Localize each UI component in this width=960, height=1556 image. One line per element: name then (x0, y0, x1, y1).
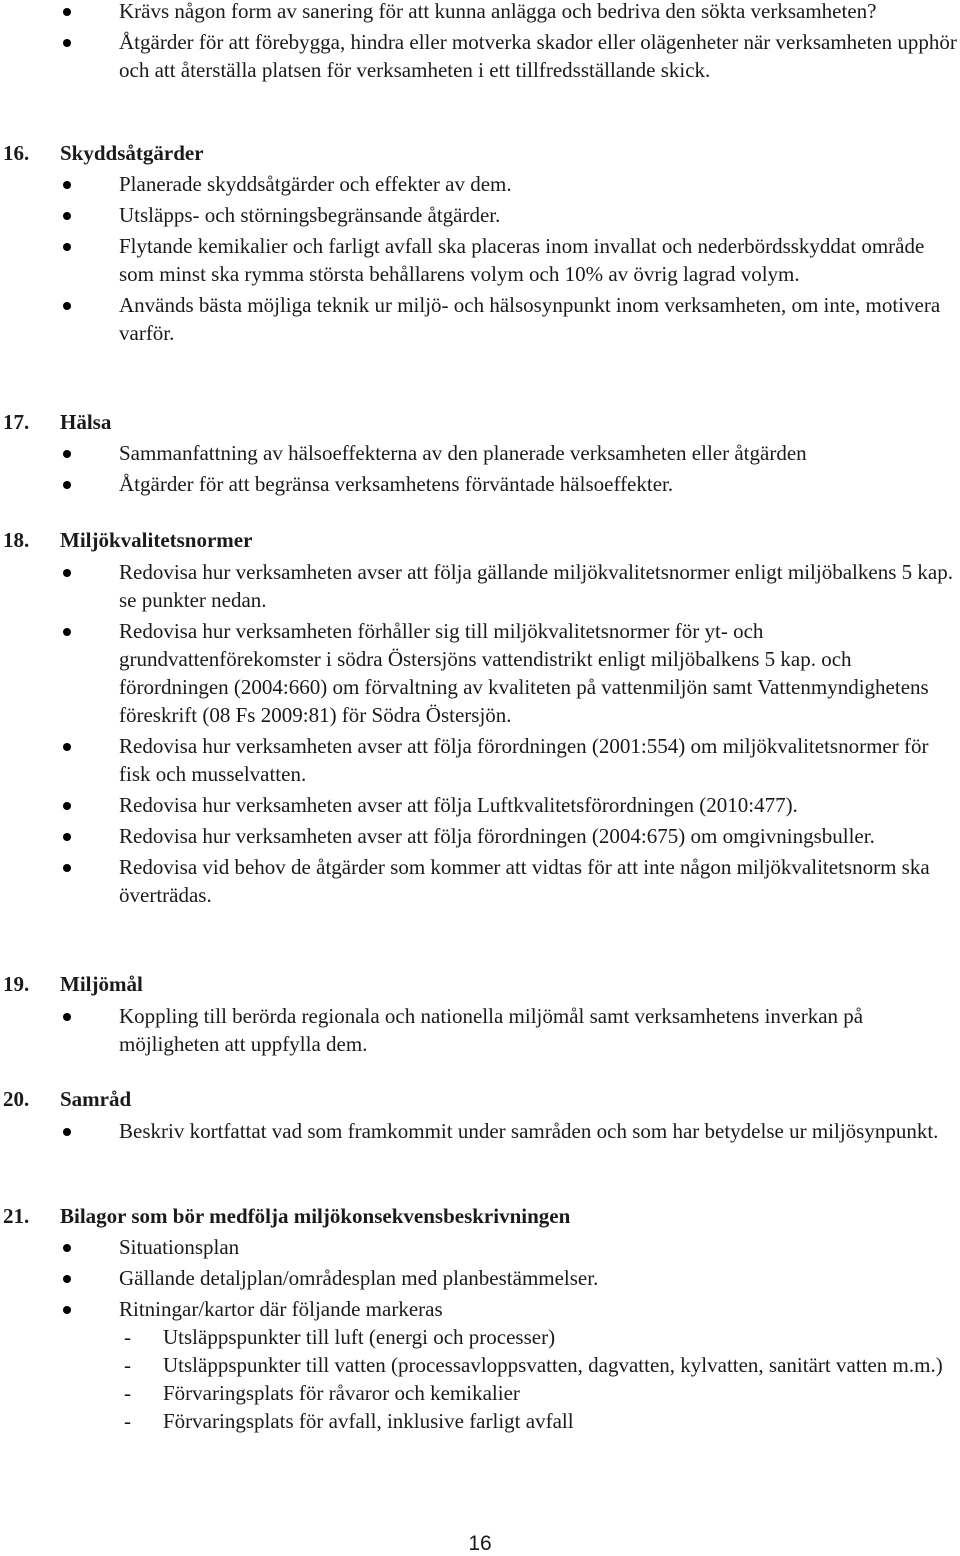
bullet-icon (63, 628, 71, 636)
list-item: Ritningar/kartor där följande markeras - Utsläppspunkter till luft (energi och processer) - Utsläppspunkter till vatten (processavloppsvatten, dagvatten, kylvatten, sanitärt vatten m.m.) - Förvaringsplats för råvaror och kemikalier - Förvaringsplats för avfall, inklusive farligt avfall (0, 1295, 959, 1435)
section-number: 20. (3, 1087, 30, 1111)
section-heading (0, 408, 959, 436)
bullet-list (0, 1002, 959, 1058)
bullet-list (0, 439, 959, 498)
section-title: Skyddsåtgärder (60, 141, 204, 165)
bullet-icon (63, 450, 71, 458)
list-item: Sammanfattning av hälsoeffekterna av den planerade verksamheten eller åtgärden (0, 439, 959, 467)
list-item: Åtgärder för att förebygga, hindra eller motverka skador eller olägenheter när verksamheten upphör och att återställa platsen för verksamheten i ett tillfredsställande skick. (0, 28, 959, 84)
list-item: Utsläpps- och störningsbegränsande åtgärder. (0, 201, 959, 229)
section-number: 17. (3, 410, 30, 434)
bullet-icon (63, 1306, 71, 1314)
section-number: 16. (3, 141, 30, 165)
section-number: 21. (3, 1204, 30, 1228)
bullet-icon (63, 743, 71, 751)
list-item: Planerade skyddsåtgärder och effekter av dem. (0, 170, 959, 198)
bullet-icon (63, 802, 71, 810)
sub-list-item: - Förvaringsplats för avfall, inklusive farligt avfall (124, 1409, 574, 1433)
bullet-list (0, 1233, 959, 1435)
list-item: Redovisa hur verksamheten avser att följa förordningen (2001:554) om miljökvalitetsnormer för fisk och musselvatten. (0, 732, 959, 788)
sub-list-item: - Utsläppspunkter till luft (energi och processer) (124, 1325, 556, 1349)
bullet-icon (63, 39, 71, 47)
bullet-icon (63, 481, 71, 489)
list-item: Redovisa hur verksamheten förhåller sig till miljökvalitetsnormer för yt- och grundvattenförekomster i södra Östersjöns vattendistrikt enligt miljöbalkens 5 kap. och förordningen (2004:660) om förvaltning av kvaliteten på vattenmiljön samt Vattenmyndighetens föreskrift (08 Fs 2009:81) för Södra Östersjön. (0, 617, 959, 729)
dash-marker: - (124, 1325, 131, 1349)
list-item: Redovisa hur verksamheten avser att följa Luftkvalitetsförordningen (2010:477). (0, 791, 959, 819)
section-number: 19. (3, 972, 30, 996)
bullet-icon (63, 181, 71, 189)
list-item: Beskriv kortfattat vad som framkommit under samråden och som har betydelse ur miljösynpunkt. (0, 1117, 959, 1145)
section-21 (0, 1202, 959, 1435)
bullet-list (0, 558, 959, 909)
bullet-icon (63, 1244, 71, 1252)
section-heading (0, 139, 959, 167)
bullet-icon (63, 833, 71, 841)
section-title: Miljömål (60, 972, 143, 996)
bullet-list (0, 1117, 959, 1145)
list-item: Redovisa vid behov de åtgärder som kommer att vidtas för att inte någon miljökvalitetsnorm ska överträdas. (0, 853, 959, 909)
bullet-icon (63, 243, 71, 251)
list-item: Situationsplan (0, 1233, 959, 1261)
dash-marker: - (124, 1381, 131, 1405)
section-19 (0, 970, 959, 1058)
sub-list-item: - Förvaringsplats för råvaror och kemikalier (124, 1381, 520, 1405)
top-bullet-list (0, 0, 959, 84)
section-number: 18. (3, 528, 30, 552)
section-18 (0, 526, 959, 909)
list-item: Gällande detaljplan/områdesplan med planbestämmelser. (0, 1264, 959, 1292)
section-heading (0, 526, 959, 554)
bullet-list (0, 170, 959, 347)
list-item: Krävs någon form av sanering för att kunna anlägga och bedriva den sökta verksamheten? (0, 0, 959, 25)
sub-list-item: - Utsläppspunkter till vatten (processavloppsvatten, dagvatten, kylvatten, sanitärt vatten m.m.) (124, 1353, 943, 1377)
bullet-icon (63, 1128, 71, 1136)
list-item: Åtgärder för att begränsa verksamhetens förväntade hälsoeffekter. (0, 470, 959, 498)
page-number: 16 (468, 1532, 492, 1555)
bullet-icon (63, 302, 71, 310)
list-item: Redovisa hur verksamheten avser att följa gällande miljökvalitetsnormer enligt miljöbalkens 5 kap. se punkter nedan. (0, 558, 959, 614)
section-heading (0, 1085, 959, 1113)
section-16 (0, 139, 959, 347)
list-item: Flytande kemikalier och farligt avfall ska placeras inom invallat och nederbördsskyddat område som minst ska rymma största behållarens volym och 10% av övrig lagrad volym. (0, 232, 959, 288)
list-item: Koppling till berörda regionala och nationella miljömål samt verksamhetens inverkan på möjligheten att uppfylla dem. (0, 1002, 959, 1058)
bullet-icon (63, 864, 71, 872)
list-item: Används bästa möjliga teknik ur miljö- och hälsosynpunkt inom verksamheten, om inte, motivera varför. (0, 291, 959, 347)
bullet-icon (63, 1275, 71, 1283)
section-20 (0, 1085, 959, 1145)
bullet-icon (63, 569, 71, 577)
bullet-icon (63, 212, 71, 220)
section-title: Samråd (60, 1087, 132, 1111)
dash-marker: - (124, 1409, 131, 1433)
bullet-icon (63, 8, 71, 16)
dash-marker: - (124, 1353, 131, 1377)
section-title: Hälsa (60, 410, 112, 434)
list-item: Redovisa hur verksamheten avser att följa förordningen (2004:675) om omgivningsbuller. (0, 822, 959, 850)
section-title: Bilagor som bör medfölja miljökonsekvensbeskrivningen (60, 1204, 571, 1228)
section-title: Miljökvalitetsnormer (60, 528, 253, 552)
section-heading (0, 1202, 959, 1230)
section-heading (0, 970, 959, 998)
bullet-icon (63, 1013, 71, 1021)
section-17 (0, 408, 959, 498)
sub-list (119, 1323, 959, 1435)
